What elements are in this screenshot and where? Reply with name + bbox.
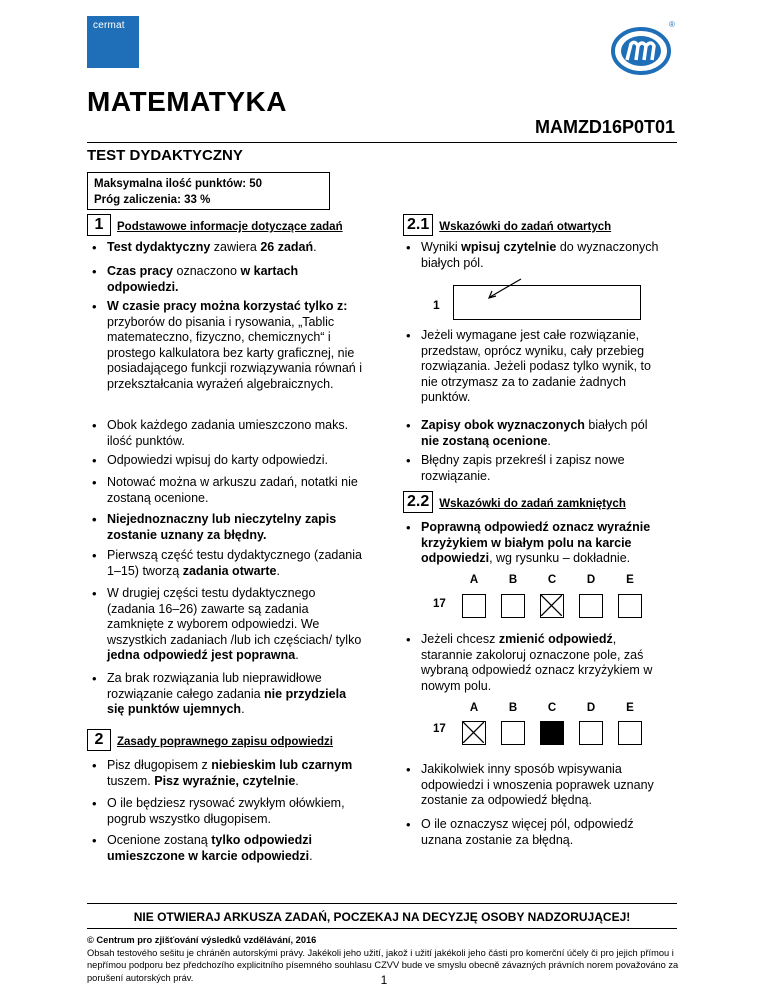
- example-answer-box: [453, 285, 641, 320]
- list-item: • Pierwszą część testu dydaktycznego (zadania 1–15) tworzą zadania otwarte.: [107, 548, 363, 579]
- page-number: 1: [380, 973, 388, 987]
- section-label: Zasady poprawnego zapisu odpowiedzi: [117, 736, 333, 748]
- answer-cell-c-filled: [540, 721, 564, 745]
- answer-letter-a: A: [469, 702, 479, 714]
- answer-letter-a: A: [469, 574, 479, 586]
- section-label: Wskazówki do zadań zamkniętych: [439, 498, 626, 510]
- answer-cell-a: [462, 594, 486, 618]
- list-item: • Wyniki wpisuj czytelnie do wyznaczonych białych pól.: [421, 240, 661, 271]
- answer-letter-c: C: [547, 574, 557, 586]
- list-item: • Jeżeli wymagane jest całe rozwiązanie, przedstaw, oprócz wyniku, cały przebieg rozwiązania. Jeżeli podasz tylko wynik, to nie otrzymasz za to zadanie żadnych punktów.: [421, 328, 661, 406]
- list-item: • O ile oznaczysz więcej pól, odpowiedź uznana zostanie za błędną.: [421, 817, 661, 848]
- answer-cell-b: [501, 721, 525, 745]
- answer-cell-e: [618, 594, 642, 618]
- section-number: 2.2: [403, 491, 433, 513]
- pass-threshold: Próg zaliczenia: 33 %: [94, 194, 211, 206]
- list-item: • Odpowiedzi wpisuj do karty odpowiedzi.: [107, 453, 363, 469]
- section-2-2-heading: [403, 491, 626, 513]
- answer-letter-d: D: [586, 702, 596, 714]
- cross-icon: [463, 722, 484, 743]
- do-not-open-warning: NIE OTWIERAJ ARKUSZA ZADAŃ, POCZEKAJ NA DECYZJĘ OSOBY NADZORUJĄCEJ!: [87, 903, 677, 929]
- test-subtitle: TEST DYDAKTYCZNY: [87, 147, 243, 164]
- list-item: • W czasie pracy można korzystać tylko z: przyborów do pisania i rysowania, „Tablic matemateczno, fizyczno, chemicznych“ i prostego kalkulatora bez karty graficznej, nie posiadającego funkcji rozwiązywania równań i przekształcania wyrażeń algebraicznych.: [107, 299, 363, 392]
- arrow-icon: [485, 277, 525, 301]
- answer-cell-d: [579, 721, 603, 745]
- list-item: • Poprawną odpowiedź oznacz wyraźnie krzyżykiem w białym polu na karcie odpowiedzi, wg rysunku – dokładnie.: [421, 520, 661, 567]
- list-item: • Jeżeli chcesz zmienić odpowiedź, starannie zakoloruj oznaczone pole, zaś wybraną odpowiedź oznacz krzyżykiem w nowym polu.: [421, 632, 661, 694]
- answer-cell-e: [618, 721, 642, 745]
- answer-cell-a-crossed: [462, 721, 486, 745]
- section-label: Podstawowe informacje dotyczące zadań: [117, 221, 343, 233]
- list-item: • Test dydaktyczny zawiera 26 zadań.: [107, 240, 363, 256]
- section-2-heading: [87, 729, 333, 751]
- section-label: Wskazówki do zadań otwartych: [439, 221, 612, 233]
- answer-letter-e: E: [626, 574, 634, 586]
- list-item: • W drugiej części testu dydaktycznego (zadania 16–26) zawarte są zadania zamknięte z wyborem odpowiedzi. We wszystkich zadaniach /lub ich częściach/ tylko jedna odpowiedź jest poprawna.: [107, 586, 363, 664]
- copyright-holder: © Centrum pro zjišťování výsledků vzdělávání, 2016: [87, 935, 317, 945]
- answer-cell-b: [501, 594, 525, 618]
- answer-letter-d: D: [586, 574, 596, 586]
- example-task-number: 1: [433, 298, 440, 312]
- section-number: 1: [87, 214, 111, 236]
- cross-icon: [541, 595, 562, 616]
- m-brand-logo: [611, 24, 671, 76]
- list-item: • Ocenione zostaną tylko odpowiedzi umieszczone w karcie odpowiedzi.: [107, 833, 363, 864]
- task-number: 17: [433, 723, 446, 735]
- header-divider: [87, 142, 677, 143]
- list-item: • Czas pracy oznaczono w kartach odpowiedzi.: [107, 264, 363, 295]
- answer-cell-d: [579, 594, 603, 618]
- list-item: • Obok każdego zadania umieszczono maks. ilość punktów.: [107, 418, 363, 449]
- list-item: • Jakikolwiek inny sposób wpisywania odpowiedzi i wnoszenia poprawek uznany zostanie za odpowiedź błędną.: [421, 762, 661, 809]
- task-number: 17: [433, 598, 446, 610]
- list-item: • O ile będziesz rysować zwykłym ołówkiem, pogrub wszystko długopisem.: [107, 796, 363, 827]
- answer-letter-b: B: [508, 702, 518, 714]
- registered-mark: ®: [669, 20, 675, 29]
- list-item: • Błędny zapis przekreśl i zapisz nowe rozwiązanie.: [421, 453, 661, 484]
- copyright-text: Obsah testového sešitu je chráněn autorskými právy. Jakékoli jeho užití, jakož i užití jakékoli jeho části pro komerční účely či pro jejich přímou i nepřímou podporu bez předchozího explicitního písemného souhlasu CZVV bude ve smyslu obecně závazných právních norem považováno za porušení autorských práv.: [87, 947, 679, 983]
- section-number: 2.1: [403, 214, 433, 236]
- max-points: Maksymalna ilość punktów: 50: [94, 178, 263, 190]
- answer-cell-c-crossed: [540, 594, 564, 618]
- test-code: MAMZD16P0T01: [534, 117, 675, 137]
- page-title: MATEMATYKA: [87, 86, 287, 117]
- answer-letter-c: C: [547, 702, 557, 714]
- points-box: [87, 172, 330, 210]
- answer-letter-e: E: [626, 702, 634, 714]
- list-item: • Zapisy obok wyznaczonych białych pól nie zostaną ocenione.: [421, 418, 661, 449]
- answer-letter-b: B: [508, 574, 518, 586]
- list-item: • Notować można w arkuszu zadań, notatki nie zostaną ocenione.: [107, 475, 363, 506]
- section-number: 2: [87, 729, 111, 751]
- list-item: • Niejednoznaczny lub nieczytelny zapis zostanie uznany za błędny.: [107, 512, 363, 543]
- section-2-1-heading: [403, 214, 611, 236]
- list-item: • Pisz długopisem z niebieskim lub czarnym tuszem. Pisz wyraźnie, czytelnie.: [107, 758, 363, 789]
- cermat-logo: cermat: [87, 16, 139, 68]
- section-1-heading: [87, 214, 343, 236]
- list-item: • Za brak rozwiązania lub nieprawidłowe rozwiązanie całego zadania nie przydziela się punktów ujemnych.: [107, 671, 363, 718]
